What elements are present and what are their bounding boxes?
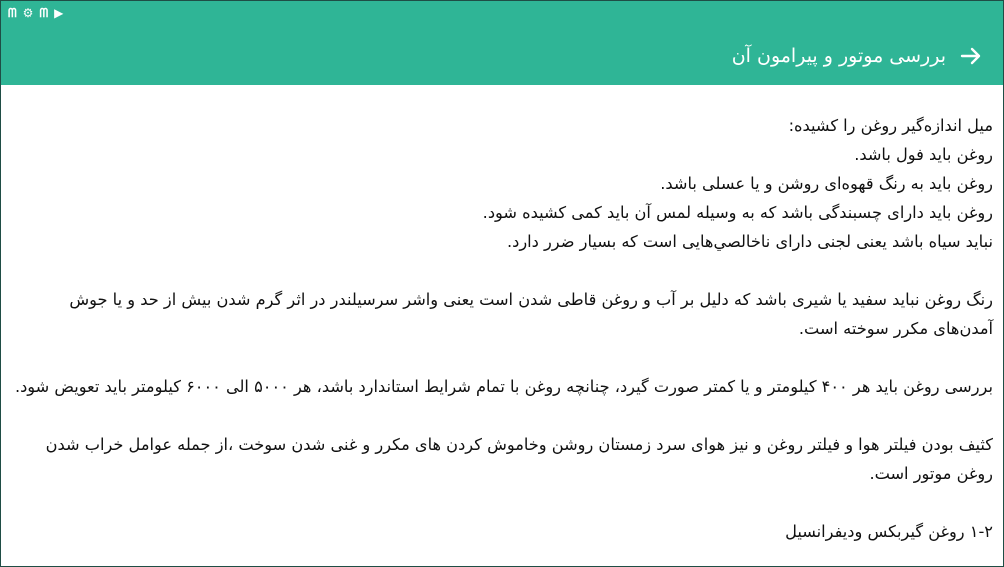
text-line: روغن باید به رنگ قهوه‌ای روشن و یا عسلی باشد.: [660, 174, 993, 193]
app-bar: [1, 27, 1003, 85]
back-button[interactable]: [957, 42, 985, 70]
play-icon: ▶: [54, 6, 64, 20]
text-line: نباید سیاه باشد یعنی لجنی دارای ناخالصي‌هایی است که بسیار ضرر دارد.: [506, 232, 993, 251]
notification-icons: [8, 6, 63, 20]
status-bar: [1, 1, 1003, 27]
app-icon: ᗰ: [8, 6, 17, 20]
article-content: [13, 111, 993, 566]
text-line: روغن باید دارای چسبندگی باشد که به وسیله لمس آن باید کمی کشیده شود.: [482, 203, 993, 222]
section-heading: ۱-۲ روغن گیربکس ودیفرانسیل: [785, 522, 993, 541]
arrow-right-icon: [960, 45, 982, 67]
text-line: میل اندازه‌گیر روغن را کشیده:: [788, 116, 993, 135]
settings-badge-icon: ⚙: [22, 6, 34, 20]
text-line: روغن باید فول باشد.: [854, 145, 993, 164]
app-icon: ᗰ: [39, 6, 49, 20]
paragraph-oil-check: بررسی روغن باید هر ۴۰۰ کیلومتر و یا کمتر صورت گیرد، چنانچه روغن با تمام شرایط استاندارد باشد، هر ۵۰۰۰ الی ۶۰۰۰ کیلومتر باید تعویض شود.: [14, 377, 993, 396]
paragraph-oil-damage: کثیف بودن فیلتر هوا و فیلتر روغن و نیز هوای سرد زمستان روشن وخاموش کردن های مکرر و غنی شدن سوخت ،از جمله عوامل خراب شدن روغن موتور است.: [45, 435, 993, 483]
page-title: بررسی موتور و پیرامون آن: [731, 45, 946, 67]
paragraph-oil-color: رنگ روغن نباید سفید یا شیری باشد که دلیل بر آب و روغن قاطی شدن است یعنی واشر سرسیلندر در اثر گرم شدن بیش از حد و یا جوش آمدن‌های مکرر سوخته است.: [69, 290, 993, 338]
